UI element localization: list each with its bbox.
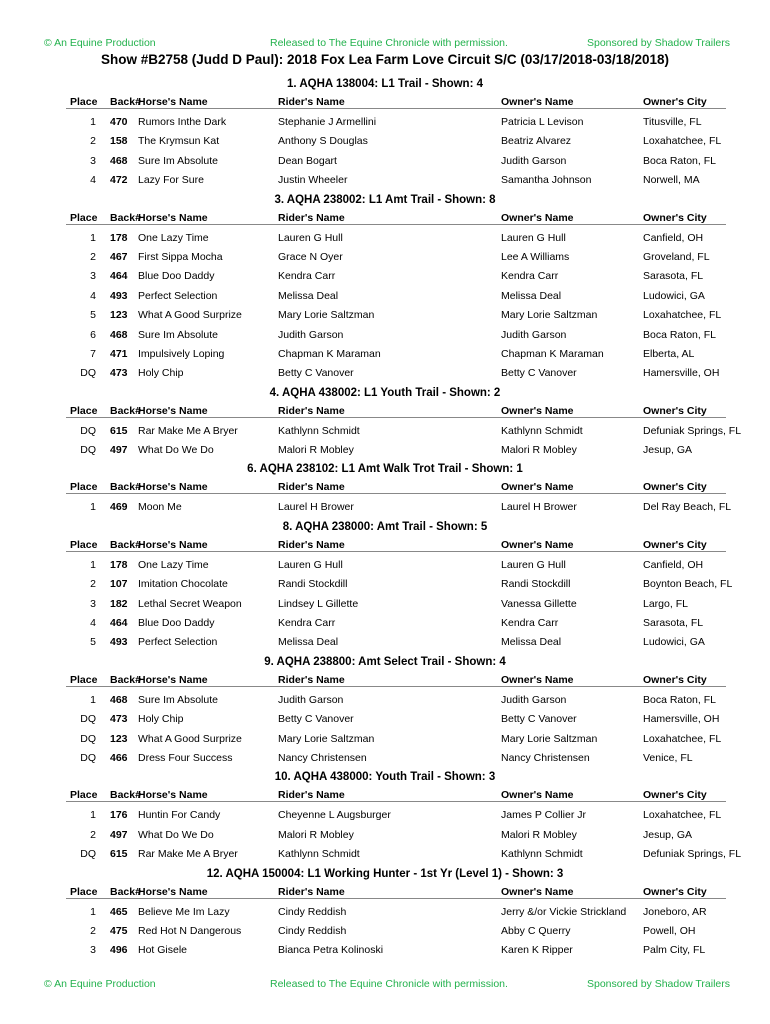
result-row bbox=[0, 556, 770, 575]
class-section bbox=[0, 653, 770, 769]
owner-name-cell: Beatriz Alvarez bbox=[501, 135, 572, 148]
column-header-owner-city: Owner's City bbox=[643, 789, 707, 802]
horse-name-cell: What A Good Surprize bbox=[138, 309, 242, 322]
result-row bbox=[0, 845, 770, 864]
horse-name-cell: Rar Make Me A Bryer bbox=[138, 424, 238, 437]
back-number-cell: 176 bbox=[110, 809, 128, 822]
column-header-horse-name: Horse's Name bbox=[138, 885, 208, 898]
column-header-owner-name: Owner's Name bbox=[501, 481, 574, 494]
place-cell: 1 bbox=[90, 501, 96, 514]
result-row bbox=[0, 152, 770, 171]
owner-name-cell: Judith Garson bbox=[501, 328, 567, 341]
column-header-owner-city: Owner's City bbox=[643, 481, 707, 494]
result-row bbox=[0, 633, 770, 652]
owner-name-cell: Karen K Ripper bbox=[501, 944, 573, 957]
class-title: 3. AQHA 238002: L1 Amt Trail - Shown: 8 bbox=[274, 193, 496, 206]
column-header-owner-name: Owner's Name bbox=[501, 789, 574, 802]
owner-city-cell: Ludowici, GA bbox=[643, 636, 705, 649]
back-number-cell: 178 bbox=[110, 231, 128, 244]
owner-city-cell: Boca Raton, FL bbox=[643, 693, 716, 706]
column-header-owner-city: Owner's City bbox=[643, 538, 707, 551]
column-header-place: Place bbox=[70, 211, 98, 224]
result-row bbox=[0, 345, 770, 364]
horse-name-cell: What Do We Do bbox=[138, 828, 214, 841]
horse-name-cell: Perfect Selection bbox=[138, 636, 218, 649]
place-cell: 2 bbox=[90, 828, 96, 841]
back-number-cell: 493 bbox=[110, 636, 128, 649]
owner-name-cell: Nancy Christensen bbox=[501, 751, 590, 764]
column-header-place: Place bbox=[70, 673, 98, 686]
rider-name-cell: Cindy Reddish bbox=[278, 924, 347, 937]
column-header-row bbox=[0, 883, 770, 903]
column-header-owner-name: Owner's Name bbox=[501, 538, 574, 551]
horse-name-cell: Dress Four Success bbox=[138, 751, 233, 764]
owner-city-cell: Jesup, GA bbox=[643, 828, 693, 841]
column-header-horse-name: Horse's Name bbox=[138, 538, 208, 551]
owner-city-cell: Jesup, GA bbox=[643, 444, 693, 457]
horse-name-cell: Holy Chip bbox=[138, 367, 184, 380]
rider-name-cell: Kathlynn Schmidt bbox=[278, 424, 360, 437]
column-header-back-number: Back# bbox=[110, 673, 141, 686]
horse-name-cell: Perfect Selection bbox=[138, 289, 218, 302]
column-header-rider-name: Rider's Name bbox=[278, 538, 345, 551]
owner-city-cell: Venice, FL bbox=[643, 751, 693, 764]
result-row bbox=[0, 113, 770, 132]
horse-name-cell: Huntin For Candy bbox=[138, 809, 221, 822]
class-title: 12. AQHA 150004: L1 Working Hunter - 1st Yr (Level 1) - Shown: 3 bbox=[206, 867, 564, 880]
owner-name-cell: Abby C Querry bbox=[501, 924, 571, 937]
footer-sponsor: Sponsored by Shadow Trailers bbox=[587, 978, 730, 990]
column-header-row bbox=[0, 671, 770, 691]
owner-city-cell: Largo, FL bbox=[643, 597, 688, 610]
owner-name-cell: Mary Lorie Saltzman bbox=[501, 309, 598, 322]
place-cell: 1 bbox=[90, 693, 96, 706]
result-row bbox=[0, 922, 770, 941]
result-row bbox=[0, 306, 770, 325]
result-row bbox=[0, 595, 770, 614]
result-row bbox=[0, 575, 770, 594]
horse-name-cell: Hot Gisele bbox=[138, 944, 188, 957]
rider-name-cell: Bianca Petra Kolinoski bbox=[278, 944, 384, 957]
result-row bbox=[0, 903, 770, 922]
class-section bbox=[0, 384, 770, 461]
horse-name-cell: Holy Chip bbox=[138, 713, 184, 726]
owner-city-cell: Del Ray Beach, FL bbox=[643, 501, 732, 514]
owner-name-cell: Judith Garson bbox=[501, 154, 567, 167]
back-number-cell: 468 bbox=[110, 154, 128, 167]
column-header-owner-name: Owner's Name bbox=[501, 96, 574, 108]
back-number-cell: 123 bbox=[110, 732, 128, 745]
rider-name-cell: Melissa Deal bbox=[278, 636, 339, 649]
result-row bbox=[0, 749, 770, 768]
back-number-cell: 497 bbox=[110, 444, 128, 457]
rider-name-cell: Lauren G Hull bbox=[278, 231, 343, 244]
back-number-cell: 497 bbox=[110, 828, 128, 841]
rider-name-cell: Chapman K Maraman bbox=[278, 347, 381, 360]
column-header-horse-name: Horse's Name bbox=[138, 96, 208, 108]
class-results bbox=[0, 75, 770, 961]
horse-name-cell: First Sippa Mocha bbox=[138, 250, 223, 263]
horse-name-cell: Lazy For Sure bbox=[138, 174, 204, 187]
place-cell: 1 bbox=[90, 231, 96, 244]
place-cell: 1 bbox=[90, 905, 96, 918]
rider-name-cell: Lindsey L Gillette bbox=[278, 597, 359, 610]
owner-name-cell: Samantha Johnson bbox=[501, 174, 592, 187]
column-header-rider-name: Rider's Name bbox=[278, 673, 345, 686]
class-title: 4. AQHA 438002: L1 Youth Trail - Shown: 2 bbox=[269, 386, 501, 399]
place-cell: DQ bbox=[80, 848, 96, 861]
footer-permission-note: Released to The Equine Chronicle with permission. bbox=[270, 978, 508, 990]
owner-name-cell: Lee A Williams bbox=[501, 250, 570, 263]
class-section bbox=[0, 460, 770, 517]
place-cell: 5 bbox=[90, 309, 96, 322]
rider-name-cell: Kendra Carr bbox=[278, 617, 336, 630]
header-production-credit: © An Equine Production bbox=[44, 37, 156, 49]
result-row bbox=[0, 730, 770, 749]
class-section bbox=[0, 75, 770, 191]
horse-name-cell: Red Hot N Dangerous bbox=[138, 924, 242, 937]
horse-name-cell: Blue Doo Daddy bbox=[138, 617, 215, 630]
owner-name-cell: Kendra Carr bbox=[501, 270, 559, 283]
back-number-cell: 464 bbox=[110, 270, 128, 283]
column-header-place: Place bbox=[70, 404, 98, 417]
column-header-place: Place bbox=[70, 789, 98, 802]
result-row bbox=[0, 422, 770, 441]
column-header-owner-city: Owner's City bbox=[643, 211, 707, 224]
result-row bbox=[0, 364, 770, 383]
column-header-horse-name: Horse's Name bbox=[138, 404, 208, 417]
back-number-cell: 182 bbox=[110, 597, 128, 610]
column-header-back-number: Back# bbox=[110, 211, 141, 224]
result-row bbox=[0, 806, 770, 825]
column-header-rider-name: Rider's Name bbox=[278, 404, 345, 417]
column-header-row bbox=[0, 209, 770, 229]
column-header-row bbox=[0, 93, 770, 113]
back-number-cell: 107 bbox=[110, 578, 128, 591]
horse-name-cell: Believe Me Im Lazy bbox=[138, 905, 230, 918]
horse-name-cell: Lethal Secret Weapon bbox=[138, 597, 242, 610]
column-header-owner-city: Owner's City bbox=[643, 673, 707, 686]
rider-name-cell: Grace N Oyer bbox=[278, 250, 343, 263]
place-cell: 1 bbox=[90, 809, 96, 822]
result-row bbox=[0, 498, 770, 517]
footer-production-credit: © An Equine Production bbox=[44, 978, 156, 990]
place-cell: DQ bbox=[80, 713, 96, 726]
place-cell: 2 bbox=[90, 250, 96, 263]
owner-city-cell: Palm City, FL bbox=[643, 944, 706, 957]
column-header-rider-name: Rider's Name bbox=[278, 789, 345, 802]
rider-name-cell: Malori R Mobley bbox=[278, 828, 354, 841]
column-header-place: Place bbox=[70, 538, 98, 551]
result-row bbox=[0, 171, 770, 190]
back-number-cell: 473 bbox=[110, 367, 128, 380]
class-section bbox=[0, 865, 770, 961]
page-header bbox=[0, 37, 770, 51]
owner-city-cell: Loxahatchee, FL bbox=[643, 309, 722, 322]
rider-name-cell: Lauren G Hull bbox=[278, 558, 343, 571]
class-title: 8. AQHA 238000: Amt Trail - Shown: 5 bbox=[282, 520, 488, 533]
place-cell: 3 bbox=[90, 597, 96, 610]
column-header-back-number: Back# bbox=[110, 404, 141, 417]
column-header-rider-name: Rider's Name bbox=[278, 885, 345, 898]
rider-name-cell: Justin Wheeler bbox=[278, 174, 348, 187]
owner-name-cell: Melissa Deal bbox=[501, 289, 562, 302]
owner-city-cell: Titusville, FL bbox=[643, 116, 702, 128]
owner-name-cell: Patricia L Levison bbox=[501, 116, 584, 128]
result-row bbox=[0, 614, 770, 633]
owner-name-cell: Malori R Mobley bbox=[501, 828, 577, 841]
back-number-cell: 615 bbox=[110, 424, 128, 437]
place-cell: 4 bbox=[90, 289, 96, 302]
owner-name-cell: Betty C Vanover bbox=[501, 367, 577, 380]
rider-name-cell: Randi Stockdill bbox=[278, 578, 348, 591]
column-header-owner-name: Owner's Name bbox=[501, 673, 574, 686]
column-header-place: Place bbox=[70, 885, 98, 898]
owner-name-cell: Kathlynn Schmidt bbox=[501, 424, 583, 437]
place-cell: DQ bbox=[80, 732, 96, 745]
rider-name-cell: Judith Garson bbox=[278, 693, 344, 706]
class-title: 9. AQHA 238800: Amt Select Trail - Shown: 4 bbox=[264, 655, 506, 668]
owner-name-cell: Kathlynn Schmidt bbox=[501, 848, 583, 861]
column-header-rider-name: Rider's Name bbox=[278, 96, 345, 108]
owner-name-cell: James P Collier Jr bbox=[501, 809, 586, 822]
result-row bbox=[0, 132, 770, 151]
owner-city-cell: Canfield, OH bbox=[643, 231, 704, 244]
owner-name-cell: Lauren G Hull bbox=[501, 558, 566, 571]
class-section bbox=[0, 191, 770, 384]
horse-name-cell: The Krymsun Kat bbox=[138, 135, 220, 148]
place-cell: DQ bbox=[80, 367, 96, 380]
back-number-cell: 475 bbox=[110, 924, 128, 937]
place-cell: 3 bbox=[90, 944, 96, 957]
owner-city-cell: Loxahatchee, FL bbox=[643, 732, 722, 745]
place-cell: 1 bbox=[90, 116, 96, 128]
horse-name-cell: Imitation Chocolate bbox=[138, 578, 228, 591]
column-header-owner-name: Owner's Name bbox=[501, 404, 574, 417]
rider-name-cell: Nancy Christensen bbox=[278, 751, 367, 764]
horse-name-cell: Sure Im Absolute bbox=[138, 328, 218, 341]
place-cell: 3 bbox=[90, 154, 96, 167]
column-header-row bbox=[0, 786, 770, 806]
result-row bbox=[0, 941, 770, 960]
column-header-place: Place bbox=[70, 481, 98, 494]
owner-city-cell: Loxahatchee, FL bbox=[643, 809, 722, 822]
result-row bbox=[0, 441, 770, 460]
owner-name-cell: Betty C Vanover bbox=[501, 713, 577, 726]
place-cell: 6 bbox=[90, 328, 96, 341]
owner-city-cell: Boynton Beach, FL bbox=[643, 578, 733, 591]
owner-city-cell: Sarasota, FL bbox=[643, 270, 704, 283]
place-cell: 1 bbox=[90, 558, 96, 571]
owner-name-cell: Mary Lorie Saltzman bbox=[501, 732, 598, 745]
owner-city-cell: Norwell, MA bbox=[643, 174, 700, 187]
horse-name-cell: One Lazy Time bbox=[138, 231, 209, 244]
column-header-horse-name: Horse's Name bbox=[138, 789, 208, 802]
owner-city-cell: Ludowici, GA bbox=[643, 289, 705, 302]
column-header-back-number: Back# bbox=[110, 481, 141, 494]
back-number-cell: 178 bbox=[110, 558, 128, 571]
horse-name-cell: Blue Doo Daddy bbox=[138, 270, 215, 283]
rider-name-cell: Betty C Vanover bbox=[278, 367, 354, 380]
owner-city-cell: Boca Raton, FL bbox=[643, 328, 716, 341]
column-header-owner-city: Owner's City bbox=[643, 404, 707, 417]
rider-name-cell: Melissa Deal bbox=[278, 289, 339, 302]
column-header-owner-city: Owner's City bbox=[643, 885, 707, 898]
result-row bbox=[0, 691, 770, 710]
back-number-cell: 466 bbox=[110, 751, 128, 764]
horse-name-cell: One Lazy Time bbox=[138, 558, 209, 571]
owner-city-cell: Sarasota, FL bbox=[643, 617, 704, 630]
back-number-cell: 472 bbox=[110, 174, 128, 187]
back-number-cell: 468 bbox=[110, 328, 128, 341]
owner-city-cell: Joneboro, AR bbox=[643, 905, 707, 918]
back-number-cell: 158 bbox=[110, 135, 128, 148]
column-header-rider-name: Rider's Name bbox=[278, 481, 345, 494]
owner-city-cell: Defuniak Springs, FL bbox=[643, 424, 742, 437]
rider-name-cell: Mary Lorie Saltzman bbox=[278, 309, 375, 322]
back-number-cell: 467 bbox=[110, 250, 128, 263]
column-header-back-number: Back# bbox=[110, 885, 141, 898]
owner-name-cell: Malori R Mobley bbox=[501, 444, 577, 457]
column-header-back-number: Back# bbox=[110, 789, 141, 802]
show-title: Show #B2758 (Judd D Paul): 2018 Fox Lea Farm Love Circuit S/C (03/17/2018-03/18/2018) bbox=[101, 52, 669, 67]
rider-name-cell: Dean Bogart bbox=[278, 154, 337, 167]
horse-name-cell: Sure Im Absolute bbox=[138, 693, 218, 706]
column-header-back-number: Back# bbox=[110, 96, 141, 108]
back-number-cell: 496 bbox=[110, 944, 128, 957]
rider-name-cell: Laurel H Brower bbox=[278, 501, 354, 514]
rider-name-cell: Stephanie J Armellini bbox=[278, 116, 377, 128]
owner-city-cell: Loxahatchee, FL bbox=[643, 135, 722, 148]
owner-name-cell: Judith Garson bbox=[501, 693, 567, 706]
result-row bbox=[0, 267, 770, 286]
owner-city-cell: Hamersville, OH bbox=[643, 713, 720, 726]
column-header-owner-name: Owner's Name bbox=[501, 211, 574, 224]
rider-name-cell: Kathlynn Schmidt bbox=[278, 848, 360, 861]
horse-name-cell: Sure Im Absolute bbox=[138, 154, 218, 167]
back-number-cell: 464 bbox=[110, 617, 128, 630]
class-title: 1. AQHA 138004: L1 Trail - Shown: 4 bbox=[287, 78, 483, 90]
horse-name-cell: What A Good Surprize bbox=[138, 732, 242, 745]
place-cell: 4 bbox=[90, 174, 96, 187]
header-sponsor: Sponsored by Shadow Trailers bbox=[587, 37, 730, 49]
result-row bbox=[0, 326, 770, 345]
place-cell: 3 bbox=[90, 270, 96, 283]
owner-name-cell: Vanessa Gillette bbox=[501, 597, 577, 610]
result-row bbox=[0, 248, 770, 267]
owner-city-cell: Canfield, OH bbox=[643, 558, 704, 571]
rider-name-cell: Betty C Vanover bbox=[278, 713, 354, 726]
column-header-rider-name: Rider's Name bbox=[278, 211, 345, 224]
owner-city-cell: Defuniak Springs, FL bbox=[643, 848, 742, 861]
rider-name-cell: Kendra Carr bbox=[278, 270, 336, 283]
rider-name-cell: Judith Garson bbox=[278, 328, 344, 341]
owner-city-cell: Hamersville, OH bbox=[643, 367, 720, 380]
column-header-row bbox=[0, 536, 770, 556]
owner-city-cell: Groveland, FL bbox=[643, 250, 710, 263]
rider-name-cell: Cindy Reddish bbox=[278, 905, 347, 918]
place-cell: DQ bbox=[80, 424, 96, 437]
horse-name-cell: What Do We Do bbox=[138, 444, 214, 457]
column-header-back-number: Back# bbox=[110, 538, 141, 551]
owner-city-cell: Elberta, AL bbox=[643, 347, 695, 360]
owner-name-cell: Laurel H Brower bbox=[501, 501, 577, 514]
owner-name-cell: Randi Stockdill bbox=[501, 578, 571, 591]
place-cell: 7 bbox=[90, 347, 96, 360]
column-header-row bbox=[0, 478, 770, 498]
back-number-cell: 465 bbox=[110, 905, 128, 918]
place-cell: DQ bbox=[80, 751, 96, 764]
page-footer bbox=[0, 978, 770, 992]
horse-name-cell: Moon Me bbox=[138, 501, 182, 514]
horse-name-cell: Rar Make Me A Bryer bbox=[138, 848, 238, 861]
class-section bbox=[0, 518, 770, 653]
column-header-row bbox=[0, 402, 770, 422]
owner-name-cell: Melissa Deal bbox=[501, 636, 562, 649]
back-number-cell: 470 bbox=[110, 116, 128, 128]
result-row bbox=[0, 710, 770, 729]
column-header-horse-name: Horse's Name bbox=[138, 673, 208, 686]
rider-name-cell: Anthony S Douglas bbox=[278, 135, 368, 148]
back-number-cell: 471 bbox=[110, 347, 128, 360]
rider-name-cell: Malori R Mobley bbox=[278, 444, 354, 457]
horse-name-cell: Impulsively Loping bbox=[138, 347, 225, 360]
column-header-place: Place bbox=[70, 96, 98, 108]
class-title: 10. AQHA 438000: Youth Trail - Shown: 3 bbox=[274, 771, 496, 784]
result-row bbox=[0, 229, 770, 248]
place-cell: 2 bbox=[90, 924, 96, 937]
result-row bbox=[0, 287, 770, 306]
back-number-cell: 493 bbox=[110, 289, 128, 302]
horse-name-cell: Rumors Inthe Dark bbox=[138, 116, 227, 128]
result-row bbox=[0, 826, 770, 845]
class-section bbox=[0, 768, 770, 864]
back-number-cell: 615 bbox=[110, 848, 128, 861]
place-cell: DQ bbox=[80, 444, 96, 457]
header-permission-note: Released to The Equine Chronicle with permission. bbox=[270, 37, 508, 49]
place-cell: 5 bbox=[90, 636, 96, 649]
owner-name-cell: Jerry &/or Vickie Strickland bbox=[501, 905, 627, 918]
class-title: 6. AQHA 238102: L1 Amt Walk Trot Trail - Shown: 1 bbox=[247, 463, 523, 476]
place-cell: 2 bbox=[90, 578, 96, 591]
owner-name-cell: Lauren G Hull bbox=[501, 231, 566, 244]
rider-name-cell: Cheyenne L Augsburger bbox=[278, 809, 391, 822]
column-header-owner-name: Owner's Name bbox=[501, 885, 574, 898]
back-number-cell: 468 bbox=[110, 693, 128, 706]
back-number-cell: 473 bbox=[110, 713, 128, 726]
rider-name-cell: Mary Lorie Saltzman bbox=[278, 732, 375, 745]
column-header-horse-name: Horse's Name bbox=[138, 211, 208, 224]
place-cell: 2 bbox=[90, 135, 96, 148]
owner-city-cell: Boca Raton, FL bbox=[643, 154, 716, 167]
owner-name-cell: Kendra Carr bbox=[501, 617, 559, 630]
owner-city-cell: Powell, OH bbox=[643, 924, 696, 937]
column-header-owner-city: Owner's City bbox=[643, 96, 707, 108]
owner-name-cell: Chapman K Maraman bbox=[501, 347, 604, 360]
back-number-cell: 469 bbox=[110, 501, 128, 514]
place-cell: 4 bbox=[90, 617, 96, 630]
column-header-horse-name: Horse's Name bbox=[138, 481, 208, 494]
back-number-cell: 123 bbox=[110, 309, 128, 322]
